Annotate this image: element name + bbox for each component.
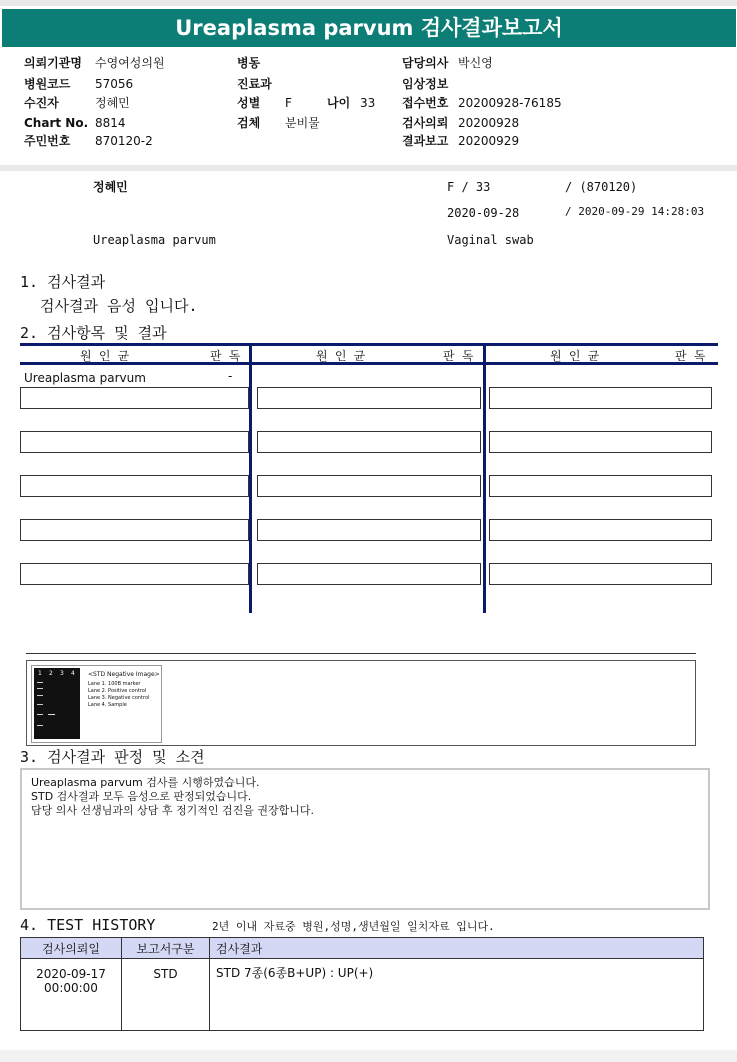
history-header-result: 검사결과: [210, 938, 704, 959]
gel-caption: [88, 671, 160, 709]
doctor-label: 담당의사: [402, 56, 449, 70]
empty-result-box: [257, 563, 481, 585]
empty-result-box: [257, 387, 481, 409]
empty-result-box: [20, 563, 249, 585]
receipt-no-value: 20200928-76185: [458, 96, 562, 110]
lane-label: 4: [71, 670, 75, 677]
positive-band: [48, 714, 55, 715]
specimen-value: 분비물: [285, 116, 320, 130]
section1-title: 1. 검사결과: [20, 273, 106, 291]
section1-result: 검사결과 음성 입니다.: [40, 297, 198, 315]
section3-title: 3. 검사결과 판정 및 소견: [20, 748, 205, 766]
marker-band: [37, 714, 43, 715]
marker-band: [37, 682, 43, 683]
gel-caption-line: Lane 4. Sample: [88, 702, 127, 708]
column-divider-2: [483, 343, 486, 613]
empty-result-box: [20, 519, 249, 541]
patient-label: 수진자: [24, 96, 59, 110]
request-date-value: 20200928: [458, 116, 520, 130]
top-border: [0, 0, 737, 6]
specimen-type: Vaginal swab: [447, 233, 534, 247]
resident-no-label: 주민번호: [24, 134, 71, 148]
sex-label: 성별: [237, 96, 261, 110]
resident-no-value: 870120-2: [95, 134, 153, 148]
history-result: STD 7종(6종B+UP) : UP(+): [210, 959, 704, 1031]
column-divider-1: [249, 343, 252, 613]
sex-value: F: [285, 96, 292, 110]
header-divider: [0, 165, 737, 171]
empty-result-box: [257, 431, 481, 453]
table-top-rule: [20, 343, 718, 346]
patient-value: 정혜민: [95, 96, 130, 110]
history-header-type: 보고서구분: [122, 938, 210, 959]
chart-no-value: 8814: [95, 116, 126, 130]
empty-result-box: [489, 431, 712, 453]
collection-date: 2020-09-28: [447, 206, 520, 220]
patient-sex-age: F / 33: [447, 180, 491, 194]
hospital-name-label: 의뢰기관명: [24, 56, 82, 70]
history-date: 2020-09-17: [36, 967, 106, 981]
history-type: STD: [122, 959, 210, 1031]
lane-label: 3: [60, 670, 64, 677]
marker-band: [37, 704, 43, 705]
col1-judgment-header: 판 독: [210, 349, 241, 363]
marker-band: [37, 688, 43, 689]
chart-no-label: Chart No.: [24, 116, 89, 130]
specimen-label: 검체: [237, 116, 261, 130]
gel-caption-line: Lane 1. 100B marker: [88, 681, 141, 687]
section2-title: 2. 검사항목 및 결과: [20, 324, 167, 342]
history-date-cell: [21, 959, 122, 1031]
lane-label: 1: [38, 670, 42, 677]
empty-result-box: [20, 431, 249, 453]
col2-pathogen-header: 원 인 균: [316, 349, 366, 363]
age-label: 나이: [327, 96, 351, 110]
gel-caption-line: Lane 3. Negative control: [88, 695, 150, 701]
col3-pathogen-header: 원 인 균: [550, 349, 600, 363]
empty-result-box: [257, 475, 481, 497]
empty-result-box: [489, 475, 712, 497]
empty-result-box: [489, 519, 712, 541]
clinical-info-label: 임상정보: [402, 77, 449, 91]
hospital-code-label: 병원코드: [24, 77, 71, 91]
result-pathogen: Ureaplasma parvum: [24, 371, 146, 385]
opinion-line: STD 검사결과 모두 음성으로 판정되었습니다.: [31, 790, 252, 803]
report-title: Ureaplasma parvum 검사결과보고서: [2, 9, 736, 47]
report-datetime: / 2020-09-29 14:28:03: [565, 205, 705, 218]
report-date-label: 결과보고: [402, 134, 449, 148]
hospital-name-value: 수영여성의원: [95, 56, 165, 70]
opinion-line: 담당 의사 선생님과의 상담 후 정기적인 검진을 권장합니다.: [31, 804, 314, 817]
col1-pathogen-header: 원 인 균: [80, 349, 130, 363]
section4-title: 4. TEST HISTORY: [20, 916, 156, 934]
history-table: [20, 937, 704, 1031]
ward-label: 병동: [237, 56, 261, 70]
gel-caption-title: <STD Negative Image>: [88, 671, 160, 678]
history-header-row: [21, 938, 704, 959]
gel-image: [31, 665, 162, 743]
empty-result-box: [20, 387, 249, 409]
empty-result-box: [489, 387, 712, 409]
history-time: 00:00:00: [44, 981, 98, 995]
age-value: 33: [360, 96, 376, 110]
lane-label: 2: [49, 670, 53, 677]
gel-caption-line: Lane 2. Positive control: [88, 688, 147, 694]
opinion-line: Ureaplasma parvum 검사를 시행하였습니다.: [31, 776, 260, 789]
test-name: Ureaplasma parvum: [93, 233, 216, 247]
doctor-value: 박신영: [458, 56, 493, 70]
patient-birth: / (870120): [565, 180, 638, 194]
result-judgment: -: [228, 369, 233, 383]
empty-result-box: [20, 475, 249, 497]
history-header-date: 검사의뢰일: [21, 938, 122, 959]
request-date-label: 검사의뢰: [402, 116, 449, 130]
report-date-value: 20200929: [458, 134, 520, 148]
marker-band: [37, 725, 43, 726]
gel-photo: [34, 668, 80, 739]
empty-result-box: [257, 519, 481, 541]
col3-judgment-header: 판 독: [675, 349, 706, 363]
col2-judgment-header: 판 독: [443, 349, 474, 363]
empty-result-box: [489, 563, 712, 585]
receipt-no-label: 접수번호: [402, 96, 449, 110]
marker-band: [37, 695, 43, 696]
hospital-code-value: 57056: [95, 77, 134, 91]
patient-name: 정혜민: [93, 180, 128, 194]
history-note: 2년 이내 자료중 병원,성명,생년월일 일치자료 입니다.: [212, 920, 495, 933]
opinion-box: [20, 768, 710, 910]
department-label: 진료과: [237, 77, 272, 91]
history-row: [21, 959, 704, 1031]
image-top-rule: [26, 653, 696, 654]
